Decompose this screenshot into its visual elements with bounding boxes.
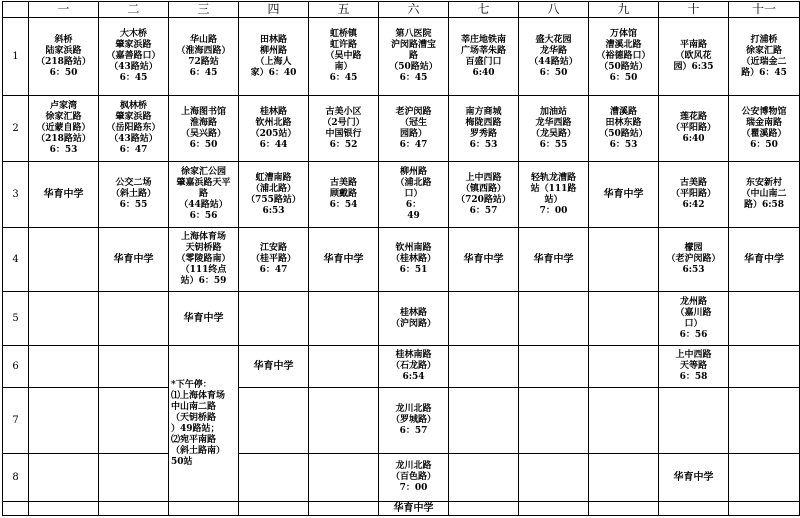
- stop-cell: 平南路 （欧风花 园）6:35: [659, 18, 729, 96]
- stop-cell: 公交二场 （斜土路） 6：55: [99, 162, 169, 228]
- stop-cell: 古美路 顾戴路 6：54: [309, 162, 379, 228]
- stop-cell: 桂林南路 （石龙路） 6:54: [379, 346, 449, 388]
- stop-cell: 古美小区 （2号门） 中国银行 6：52: [309, 96, 379, 162]
- empty-cell: [29, 388, 99, 454]
- afternoon-stop-note: *下午停： ⑴上海体育场 中山南二路 （天钥桥路 ）49路站； ⑵宛平南路 （斜土路南） 50站: [169, 346, 239, 502]
- stop-cell: 钦州南路 （桂林路） 6：51: [379, 228, 449, 292]
- empty-cell: [519, 388, 589, 454]
- table-row: [3, 18, 800, 96]
- empty-cell: [99, 502, 169, 516]
- stop-cell: 莘庄地铁南 广场莘朱路 百盛门口 6:40: [449, 18, 519, 96]
- table-row: [3, 96, 800, 162]
- stop-cell: 上海体育场 天钥桥路 （零陵路南） （111终点 站）6：59: [169, 228, 239, 292]
- stop-cell: 徐家汇公园 肇嘉浜路天平 路 （44路站） 6：56: [169, 162, 239, 228]
- destination-cell: 华育中学: [29, 162, 99, 228]
- empty-cell: [729, 292, 800, 346]
- empty-cell: [729, 388, 800, 454]
- empty-cell: [729, 346, 800, 388]
- stop-cell: 东安新村 （中山南二 路）6:58: [729, 162, 800, 228]
- empty-cell: [449, 292, 519, 346]
- column-header: 八: [519, 2, 589, 18]
- column-header: 二: [99, 2, 169, 18]
- empty-cell: [239, 292, 309, 346]
- stop-cell: 华山路 （淮海西路） 72路站 6：45: [169, 18, 239, 96]
- row-number: 4: [3, 228, 29, 292]
- row-number: 8: [3, 454, 29, 502]
- stop-cell: 公安博物馆 瑞金南路 （瞿溪路） 6：50: [729, 96, 800, 162]
- stop-cell: 桂林路 （沪闵路）: [379, 292, 449, 346]
- empty-cell: [239, 502, 309, 516]
- empty-cell: [589, 502, 659, 516]
- column-header: 十一: [729, 2, 800, 18]
- stop-cell: 虹漕南路 （浦北路） （755路站） 6:53: [239, 162, 309, 228]
- row-number: 5: [3, 292, 29, 346]
- empty-cell: [589, 388, 659, 454]
- stop-cell: 老沪闵路 （冠生 园路） 6：47: [379, 96, 449, 162]
- stop-cell: 田林路 柳州路 （上海人 家）6：40: [239, 18, 309, 96]
- destination-cell: 华育中学: [449, 228, 519, 292]
- stop-cell: 龙川北路 （百色路） 7：00: [379, 454, 449, 502]
- empty-cell: [99, 454, 169, 502]
- empty-cell: [519, 292, 589, 346]
- stop-cell: 桂林路 钦州北路 （205站） 6：44: [239, 96, 309, 162]
- stop-cell: 南方商城 梅陇西路 罗秀路 6：53: [449, 96, 519, 162]
- table-row: [3, 228, 800, 292]
- table-row: [3, 162, 800, 228]
- stop-cell: 龙川北路 （罗城路） 6：57: [379, 388, 449, 454]
- stop-cell: 上海图书馆 淮海路 （吴兴路） 6：50: [169, 96, 239, 162]
- empty-cell: [29, 292, 99, 346]
- bus-schedule-table: [2, 1, 800, 516]
- stop-cell: 漕溪路 田林东路 （50路站） 6：53: [589, 96, 659, 162]
- column-header: 五: [309, 2, 379, 18]
- destination-cell: 华育中学: [659, 454, 729, 502]
- empty-cell: [449, 502, 519, 516]
- column-header: 三: [169, 2, 239, 18]
- empty-cell: [659, 502, 729, 516]
- empty-cell: [519, 346, 589, 388]
- stop-cell: 大木桥 肇家浜路 （嘉善路口） （43路站） 6：45: [99, 18, 169, 96]
- row-number: 3: [3, 162, 29, 228]
- row-number: 2: [3, 96, 29, 162]
- column-header: 九: [589, 2, 659, 18]
- destination-cell: 华育中学: [239, 346, 309, 388]
- empty-cell: [589, 454, 659, 502]
- stop-cell: 莲花路 （平阳路） 6:40: [659, 96, 729, 162]
- empty-cell: [449, 388, 519, 454]
- stop-cell: 万体馆 漕溪北路 （裕德路口） （50路站） 6：50: [589, 18, 659, 96]
- row-number: 7: [3, 388, 29, 454]
- column-header: 十: [659, 2, 729, 18]
- empty-cell: [589, 228, 659, 292]
- destination-cell: 华育中学: [379, 502, 449, 516]
- table-row: [3, 346, 800, 388]
- empty-cell: [309, 502, 379, 516]
- empty-cell: [99, 292, 169, 346]
- row-number: [3, 502, 29, 516]
- empty-cell: [519, 454, 589, 502]
- destination-cell: 华育中学: [169, 292, 239, 346]
- table-row: [3, 454, 800, 502]
- destination-cell: 华育中学: [519, 228, 589, 292]
- destination-cell: 华育中学: [729, 228, 800, 292]
- empty-cell: [729, 502, 800, 516]
- row-number: 6: [3, 346, 29, 388]
- column-header: 一: [29, 2, 99, 18]
- empty-cell: [449, 346, 519, 388]
- empty-cell: [589, 346, 659, 388]
- stop-cell: 檬园 （老沪闵路）6:53: [659, 228, 729, 292]
- column-header: 四: [239, 2, 309, 18]
- stop-cell: 柳州路 （浦北路 口） 6： 49: [379, 162, 449, 228]
- stop-cell: 轻轨龙漕路 站（111路 站） 7：00: [519, 162, 589, 228]
- stop-cell: 第八医院 沪闵路漕宝 路 （50路站） 6：45: [379, 18, 449, 96]
- empty-cell: [589, 292, 659, 346]
- empty-cell: [729, 454, 800, 502]
- header-row: [3, 2, 800, 18]
- empty-cell: [309, 454, 379, 502]
- empty-cell: [659, 388, 729, 454]
- column-header: 七: [449, 2, 519, 18]
- table-row: [3, 502, 800, 516]
- stop-cell: 加油站 龙华西路 （龙吴路） 6：55: [519, 96, 589, 162]
- stop-cell: 古美路 （平阳路） 6:42: [659, 162, 729, 228]
- empty-cell: [309, 346, 379, 388]
- empty-cell: [239, 388, 309, 454]
- empty-cell: [519, 502, 589, 516]
- empty-cell: [29, 454, 99, 502]
- column-header: 六: [379, 2, 449, 18]
- empty-cell: [169, 502, 239, 516]
- stop-cell: 龙州路 （嘉川路 口） 6：56: [659, 292, 729, 346]
- stop-cell: 上中西路 天等路 6：58: [659, 346, 729, 388]
- empty-cell: [99, 388, 169, 454]
- table-row: [3, 388, 800, 454]
- table-row: [3, 292, 800, 346]
- stop-cell: 上中西路 （镇西路） （720路站） 6：57: [449, 162, 519, 228]
- destination-cell: 华育中学: [99, 228, 169, 292]
- stop-cell: 打浦桥 徐家汇路 （近瑞金二 路）6：45: [729, 18, 800, 96]
- stop-cell: 枫林桥 肇家浜路 （岳阳路东） （43路站） 6：47: [99, 96, 169, 162]
- stop-cell: 虹桥镇 虹许路 （吴中路 南） 6：45: [309, 18, 379, 96]
- destination-cell: 华育中学: [589, 162, 659, 228]
- stop-cell: 斜桥 陆家浜路 （218路站） 6：50: [29, 18, 99, 96]
- empty-cell: [29, 346, 99, 388]
- empty-cell: [29, 502, 99, 516]
- stop-cell: 江安路 （桂平路） 6：47: [239, 228, 309, 292]
- empty-cell: [239, 454, 309, 502]
- empty-cell: [309, 388, 379, 454]
- corner-cell: [3, 2, 29, 18]
- empty-cell: [29, 228, 99, 292]
- empty-cell: [449, 454, 519, 502]
- stop-cell: 卢家湾 徐家汇路 （近蒙自路） （218路站） 6：53: [29, 96, 99, 162]
- stop-cell: 盛大花园 龙华路 （44路站） 6：50: [519, 18, 589, 96]
- empty-cell: [99, 346, 169, 388]
- row-number: 1: [3, 18, 29, 96]
- destination-cell: 华育中学: [309, 228, 379, 292]
- empty-cell: [309, 292, 379, 346]
